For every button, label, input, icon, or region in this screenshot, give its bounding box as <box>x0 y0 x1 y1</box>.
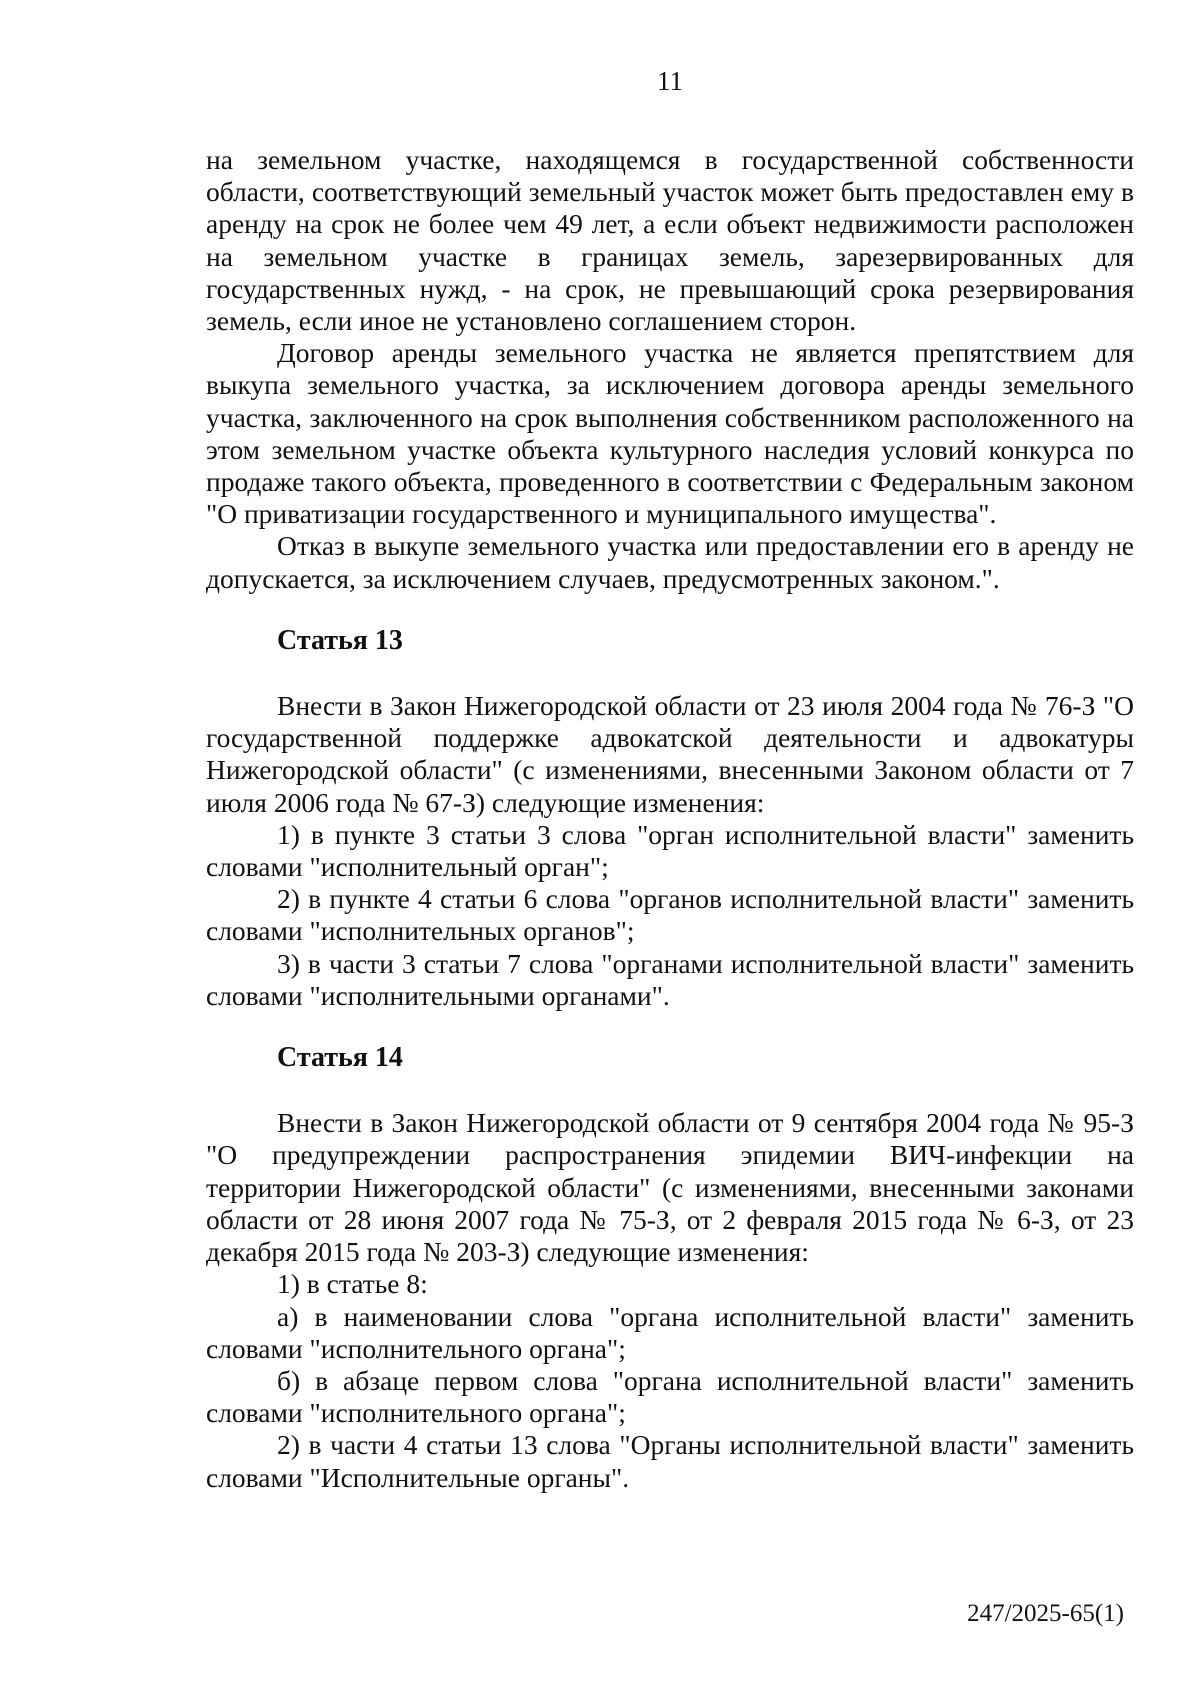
article-14-subitem-b: б) в абзаце первом слова "органа исполнительной власти" заменить словами "исполнительного органа"; <box>206 1364 1134 1429</box>
article-14-item-2: 2) в части 4 статьи 13 слова "Органы исполнительной власти" заменить словами "Исполнительные органы". <box>206 1429 1134 1493</box>
article-13-item-3: 3) в части 3 статьи 7 слова "органами исполнительной власти" заменить словами "исполнительными органами". <box>206 947 1134 1011</box>
document-code: 247/2025-65(1) <box>967 1600 1124 1627</box>
article-13-paragraph-1: Внести в Закон Нижегородской области от 23 июля 2004 года № 76-З "О государственной поддержке адвокатской деятельности и адвокатуры Нижегородской области" (с изменениями, внесенными Законом области от 7 июля 2006 года № 67-З) следующие изменения: <box>206 690 1134 818</box>
article-13-item-2: 2) в пункте 4 статьи 6 слова "органов исполнительной власти" заменить словами "исполнительных органов"; <box>206 883 1134 947</box>
article-14-heading: Статья 14 <box>277 1042 403 1074</box>
article-13-heading: Статья 13 <box>277 624 403 656</box>
article-14-item-1: 1) в статье 8: <box>277 1268 428 1300</box>
document-body <box>206 144 1134 1494</box>
article-14-subitem-a: а) в наименовании слова "органа исполнительной власти" заменить словами "исполнительного органа"; <box>206 1300 1134 1364</box>
intro-paragraph-3: Отказ в выкупе земельного участка или предоставлении его в аренду не допускается, за исключением случаев, предусмотренных законом.". <box>206 530 1134 594</box>
intro-paragraph-1: на земельном участке, находящемся в государственной собственности области, соответствующий земельный участок может быть предоставлен ему в аренду на срок не более чем 49 лет, а если объект недвижимости расположен на земельном участке в границах земель, зарезервированных для государственных нужд, - на срок, не превышающий срока резервирования земель, если иное не установлено соглашением сторон. <box>206 144 1134 337</box>
article-14-paragraph-1: Внести в Закон Нижегородской области от 9 сентября 2004 года № 95-З "О предупреждении распространения эпидемии ВИЧ-инфекции на территории Нижегородской области" (с изменениями, внесенными законами области от 28 июня 2007 года № 75-З, от 2 февраля 2015 года № 6-З, от 23 декабря 2015 года № 203-З) следующие изменения: <box>206 1107 1134 1268</box>
page-number: 11 <box>657 66 683 96</box>
intro-paragraph-2: Договор аренды земельного участка не является препятствием для выкупа земельного участка, за исключением договора аренды земельного участка, заключенного на срок выполнения собственником расположенного на этом земельном участке объекта культурного наследия условий конкурса по продаже такого объекта, проведенного в соответствии с Федеральным законом "О приватизации государственного и муниципального имущества". <box>206 337 1134 530</box>
article-13-item-1: 1) в пункте 3 статьи 3 слова "орган исполнительной власти" заменить словами "исполнительный орган"; <box>206 818 1134 883</box>
